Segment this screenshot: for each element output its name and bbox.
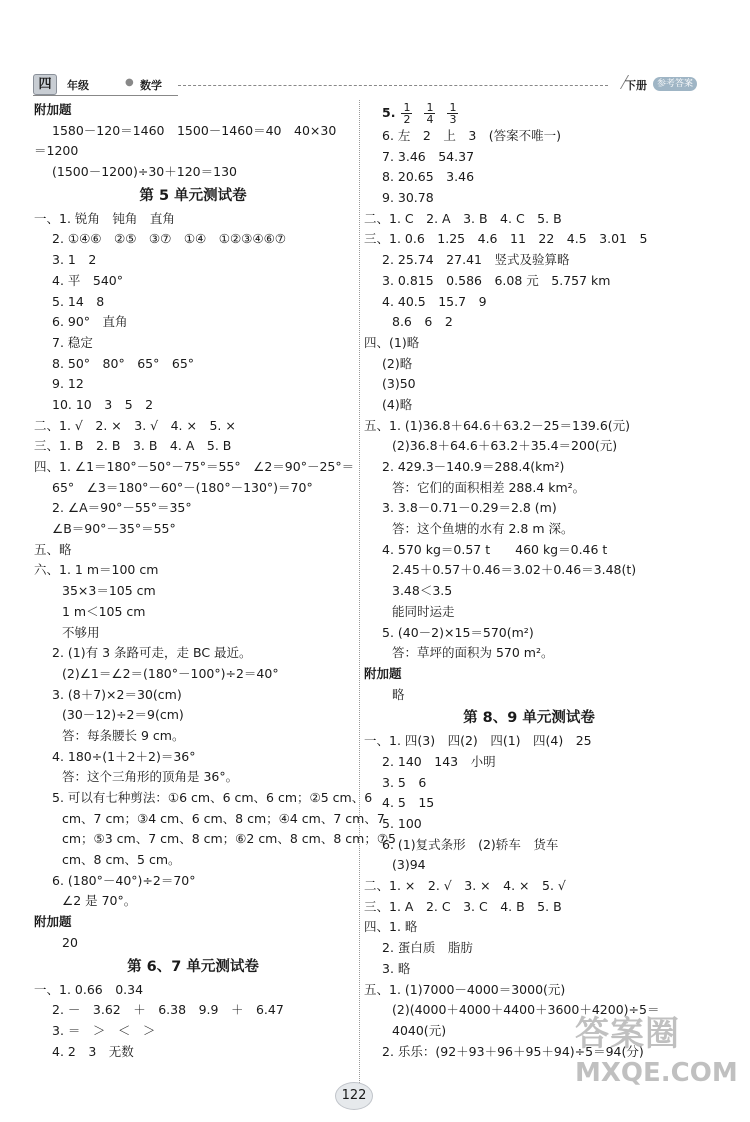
subject-label: 数学: [140, 79, 162, 92]
answer-line: 3. 0.815 0.586 6.08 元 5.757 km: [382, 272, 611, 288]
answer-line: 3. 1 2: [52, 252, 97, 268]
fraction-numerator: 1: [449, 101, 457, 114]
answer-line: 3. ＝ ＞ ＜ ＞: [52, 1022, 156, 1038]
answer-line: 3. 略: [382, 960, 411, 976]
answer-line: 三、1. A 2. C 3. C 4. B 5. B: [364, 898, 562, 914]
fraction-denominator: 4: [426, 113, 434, 126]
answer-line: 2. 140 143 小明: [382, 753, 496, 769]
answer-line: (2)∠1＝∠2＝(180°－100°)÷2＝40°: [62, 665, 279, 681]
separator-dot-icon: ●: [125, 77, 134, 88]
fraction-denominator: 3: [449, 113, 457, 126]
answer-line: 6. 左 2 上 3 (答案不唯一): [382, 128, 562, 143]
answer-line: cm、7 cm；③4 cm、6 cm、8 cm；④4 cm、7 cm、7: [62, 810, 385, 826]
answer-line: 7. 3.46 54.37: [382, 148, 475, 164]
answer-line: 三、1. 0.6 1.25 4.6 11 22 4.5 3.01 5: [364, 231, 648, 247]
answer-line: cm、8 cm、5 cm。: [62, 852, 181, 868]
answer-line: 9. 12: [52, 376, 84, 392]
answer-line: 一、1. 四(3) 四(2) 四(1) 四(4) 25: [364, 733, 592, 749]
answer-line: 2. － 3.62 ＋ 6.38 9.9 ＋ 6.47: [52, 1002, 284, 1018]
answer-line: 2.45＋0.57＋0.46＝3.02＋0.46＝3.48(t): [392, 562, 637, 578]
answer-line: ＝1200: [34, 143, 79, 159]
answer-line: 答：这个鱼塘的水有 2.8 m 深。: [392, 521, 574, 537]
answer-line: 答：每条腰长 9 cm。: [62, 727, 185, 743]
answer-line: cm；⑤3 cm、7 cm、8 cm；⑥2 cm、8 cm、8 cm；⑦5: [62, 831, 396, 847]
section-title: 第 5 单元测试卷: [139, 187, 247, 204]
answer-line: 2. ∠A＝90°－55°＝35°: [52, 500, 192, 516]
section-title: 第 8、9 单元测试卷: [463, 710, 595, 727]
answer-line: 三、1. B 2. B 3. B 4. A 5. B: [34, 438, 232, 454]
answer-line: (2)36.8＋64.6＋63.2＋35.4＝200(元): [392, 438, 618, 454]
answer-line: 二、1. × 2. √ 3. × 4. × 5. √: [364, 878, 566, 894]
question-number: 5.: [382, 105, 396, 120]
answer-line: 答：草坪的面积为 570 m²。: [392, 645, 554, 661]
answer-line: 4. 570 kg＝0.57 t 460 kg＝0.46 t: [382, 541, 608, 557]
answer-line: (3)50: [382, 376, 416, 392]
answer-line: 2. 蛋白质 脂肪: [382, 940, 473, 956]
answer-line: 6. 90° 直角: [52, 314, 128, 330]
answer-line: 4040(元): [392, 1022, 447, 1038]
answer-line: ∠2 是 70°。: [62, 893, 137, 909]
answer-line: 9. 30.78: [382, 190, 434, 206]
answer-line: 10. 10 3 5 2: [52, 396, 154, 412]
answer-line: 3. 5 6: [382, 774, 427, 790]
answer-line: 五、略: [34, 541, 72, 557]
answer-line: 二、1. √ 2. × 3. √ 4. × 5. ×: [34, 417, 236, 433]
answer-line: 2. 429.3－140.9＝288.4(km²): [382, 459, 565, 474]
volume-label: 下册: [625, 79, 647, 92]
fraction-numerator: 1: [403, 101, 411, 114]
watermark-domain-text: MXQE.COM: [575, 1058, 738, 1088]
answer-line: 一、1. 锐角 钝角 直角: [34, 210, 175, 226]
answer-line: 8. 50° 80° 65° 65°: [52, 355, 195, 371]
answer-line: 5. 14 8: [52, 293, 105, 309]
answer-line: 6. (180°－40°)÷2＝70°: [52, 872, 196, 888]
grade-label: 年级: [67, 79, 89, 92]
answer-line: 四、1. 略: [364, 919, 418, 935]
fraction: [424, 102, 435, 125]
answer-line: (3)94: [392, 857, 426, 873]
answer-line: (2)略: [382, 355, 413, 371]
answer-line: (2)(4000＋4000＋4400＋3600＋4200)÷5＝: [392, 1002, 660, 1018]
answer-line: 2. 25.74 27.41 竖式及验算略: [382, 252, 570, 268]
answer-line: 不够用: [62, 624, 100, 640]
answer-line: 4. 5 15: [382, 795, 435, 811]
answer-line: 4. 40.5 15.7 9: [382, 293, 487, 309]
answer-line: 答：这个三角形的顶角是 36°。: [62, 769, 239, 785]
page-header: [33, 74, 693, 96]
answer-line: 35×3＝105 cm: [62, 583, 156, 599]
answer-line: 2. 乐乐：(92＋93＋96＋95＋94)÷5＝94(分): [382, 1043, 644, 1059]
answer-line: 四、(1)略: [364, 334, 420, 350]
answer-line: (1500－1200)÷30＋120＝130: [52, 164, 237, 180]
answer-line: 答：它们的面积相差 288.4 km²。: [392, 479, 586, 495]
answer-line: 5. 100: [382, 816, 422, 831]
header-dashed-line: [178, 85, 608, 86]
answer-line: 8. 20.65 3.46: [382, 169, 475, 185]
answer-line: 2. ①④⑥ ②⑤ ③⑦ ①④ ①②③④⑥⑦: [52, 231, 286, 247]
watermark-logo-text: 答案圈: [575, 1014, 680, 1054]
answer-line: 四、1. ∠1＝180°－50°－75°＝55° ∠2＝90°－25°＝: [34, 459, 355, 474]
section-heading: 附加题: [34, 102, 72, 117]
answer-line: ∠B＝90°－35°＝55°: [52, 521, 176, 537]
answer-line: 2. (1)有 3 条路可走，走 BC 最近。: [52, 645, 252, 661]
header-underline: [33, 95, 178, 96]
answer-line: 1580－120＝1460 1500－1460＝40 40×30: [52, 122, 337, 138]
answer-line: 5. (40－2)×15＝570(m²): [382, 624, 534, 640]
answer-line: 4. 2 3 无数: [52, 1043, 134, 1059]
fraction-numerator: 1: [426, 101, 434, 114]
answer-line: 3.48＜3.5: [392, 583, 453, 599]
right-column: [364, 100, 694, 1062]
answer-line: 五、1. (1)36.8＋64.6＋63.2－25＝139.6(元): [364, 417, 631, 433]
answer-line: 20: [62, 934, 78, 950]
answer-line: (30－12)÷2＝9(cm): [62, 707, 184, 723]
answer-line: 五、1. (1)7000－4000＝3000(元): [364, 981, 566, 997]
answer-line: 8.6 6 2: [392, 314, 453, 330]
answer-line: 4. 180÷(1＋2＋2)＝36°: [52, 748, 196, 764]
answer-line: 一、1. 0.66 0.34: [34, 981, 144, 997]
answer-line: 能同时运走: [392, 603, 455, 619]
answer-line: 3. 3.8－0.71－0.29＝2.8 (m): [382, 500, 557, 516]
section-heading: 附加题: [364, 665, 402, 681]
answer-line: 1 m＜105 cm: [62, 603, 146, 619]
section-title: 第 6、7 单元测试卷: [127, 958, 259, 975]
answer-line: 4. 平 540°: [52, 272, 124, 288]
answer-line: 3. (8＋7)×2＝30(cm): [52, 686, 182, 702]
grade-badge: 四: [33, 74, 57, 95]
answer-line: (4)略: [382, 396, 413, 412]
answer-line: 7. 稳定: [52, 334, 93, 350]
column-divider: [359, 100, 360, 1105]
fraction-denominator: 2: [403, 113, 411, 126]
page-number: 122: [335, 1082, 373, 1110]
answer-line: 六、1. 1 m＝100 cm: [34, 562, 159, 578]
answer-line: 5. 可以有七种剪法：①6 cm、6 cm、6 cm；②5 cm、6: [52, 790, 373, 805]
answer-key-badge: 参考答案: [653, 77, 697, 91]
answer-line: 二、1. C 2. A 3. B 4. C 5. B: [364, 210, 562, 226]
answer-line: 65° ∠3＝180°－60°－(180°－130°)＝70°: [52, 479, 313, 495]
fraction: [401, 102, 412, 125]
answer-line: 略: [392, 686, 405, 702]
answer-line-fractions: [364, 100, 694, 126]
section-heading: 附加题: [34, 914, 72, 930]
answer-line: 6. (1)复式条形 (2)轿车 货车: [382, 836, 559, 852]
fraction: [447, 102, 458, 125]
